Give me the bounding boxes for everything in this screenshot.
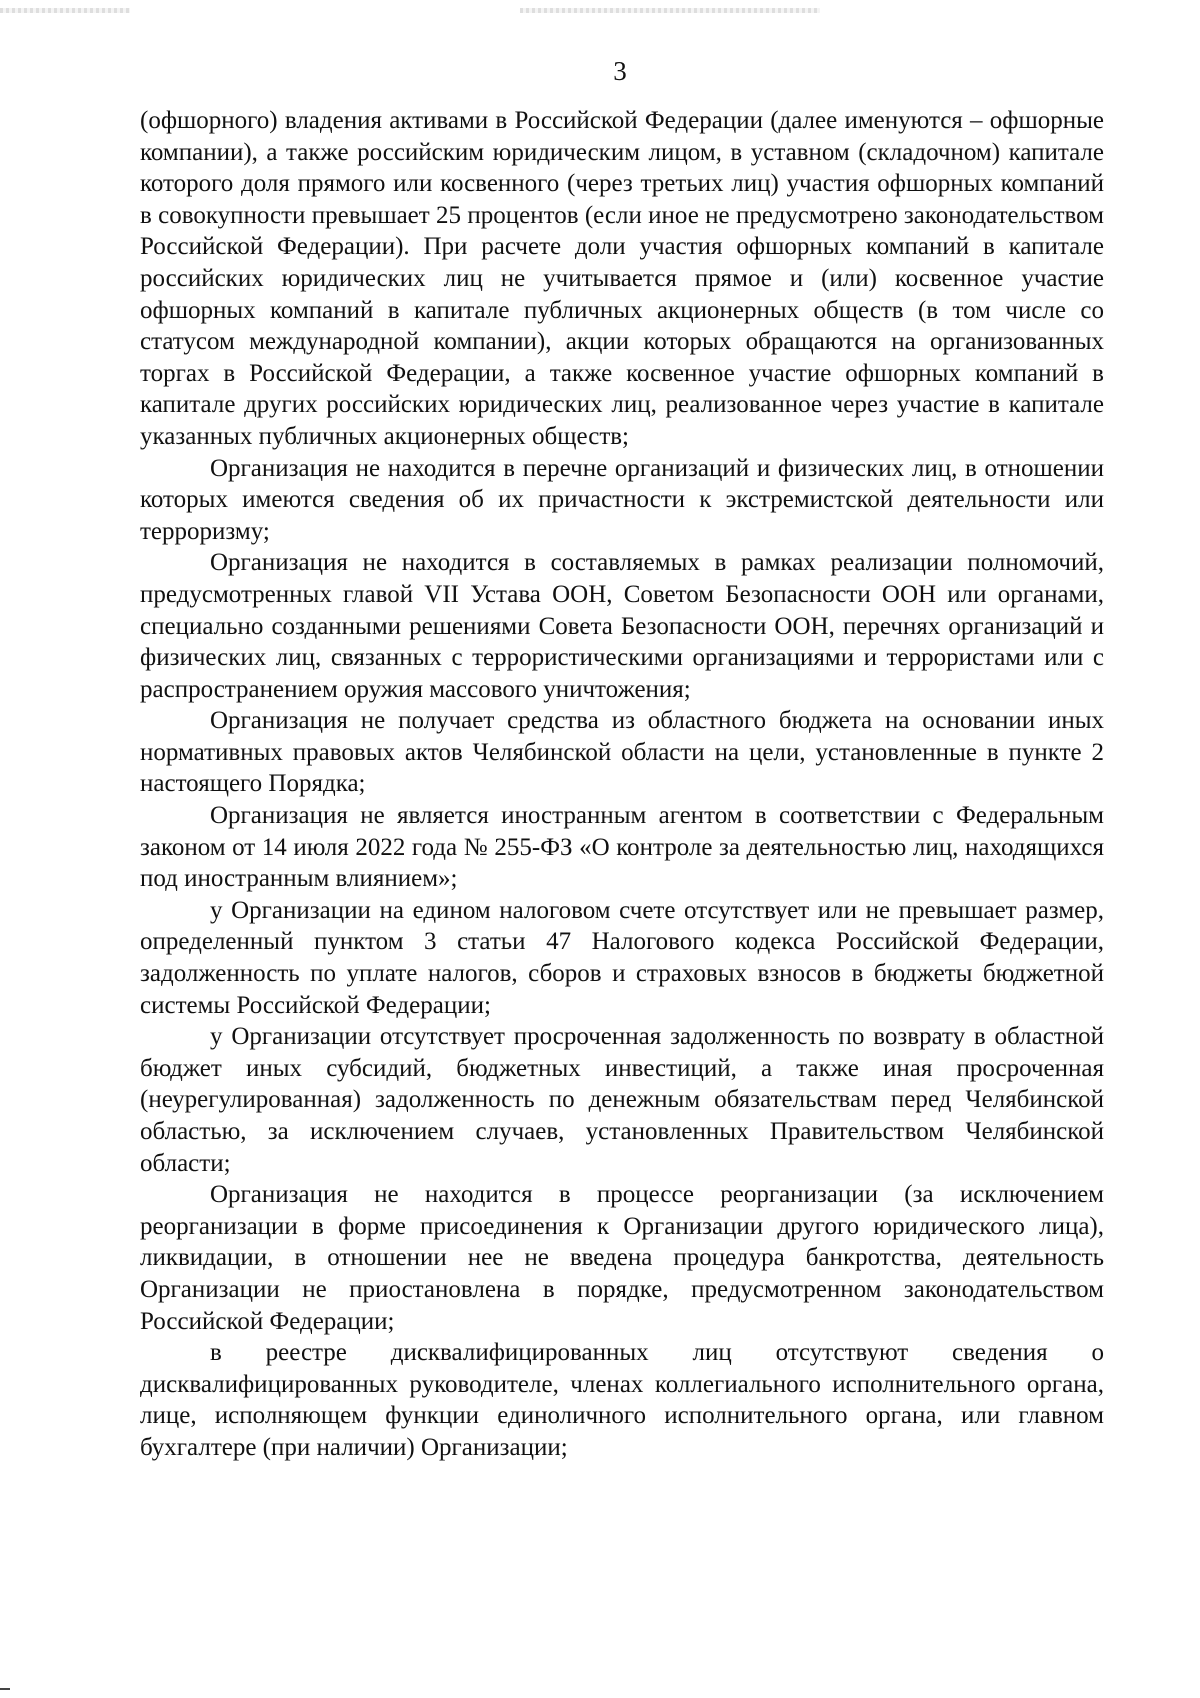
- paragraph-extremism-list: Организация не находится в перечне организаций и физических лиц, в отношении которых имеются сведения об их причастности к экстремистской деятельности или терроризму;: [140, 454, 1104, 545]
- document-body: [140, 105, 1104, 1464]
- paragraph-reorganization: Организация не находится в процессе реорганизации (за исключением реорганизации в форме присоединения к Организации другого юридического лица), ликвидации, в отношении нее не введена процедура банкротства, деятельность Организации не приостановлена в порядке, предусмотренном законодательством Российской Федерации;: [140, 1181, 1104, 1335]
- paragraph-offshore-companies: (офшорного) владения активами в Российской Федерации (далее именуются – офшорные компании), а также российским юридическим лицом, в уставном (складочном) капитале которого доля прямого или косвенного (через третьих лиц) участия офшорных компаний в совокупности превышает 25 процентов (если иное не предусмотрено законодательством Российской Федерации). При расчете доли участия офшорных компаний в капитале российских юридических лиц не учитывается прямое и (или) косвенное участие офшорных компаний в капитале публичных акционерных обществ (в том числе со статусом международной компании), акции которых обращаются на организованных торгах в Российской Федерации, а также косвенное участие офшорных компаний в капитале других российских юридических лиц, реализованное через участие в капитале указанных публичных акционерных обществ;: [140, 107, 1104, 450]
- paragraph-overdue-debt: у Организации отсутствует просроченная задолженность по возврату в областной бюджет иных субсидий, бюджетных инвестиций, а также иная просроченная (неурегулированная) задолженность по денежным обязательствам перед Челябинской областью, за исключением случаев, установленных Правительством Челябинской области;: [140, 1023, 1104, 1177]
- page-number: 3: [613, 56, 627, 86]
- margin-tick: [0, 1688, 10, 1690]
- paragraph-disqualified-persons: в реестре дисквалифицированных лиц отсутствуют сведения о дисквалифицированных руководителе, членах коллегиального исполнительного органа, лице, исполняющем функции единоличного исполнительного органа, или главном бухгалтере (при наличии) Организации;: [140, 1339, 1104, 1461]
- paragraph-un-security-council-lists: Организация не находится в составляемых в рамках реализации полномочий, предусмотренных главой VII Устава ООН, Советом Безопасности ООН или органами, специально созданными решениями Совета Безопасности ООН, перечнях организаций и физических лиц, связанных с террористическими организациями и террористами или с распространением оружия массового уничтожения;: [140, 549, 1104, 703]
- scan-artifact-center: [520, 8, 820, 13]
- paragraph-regional-budget-funds: Организация не получает средства из областного бюджета на основании иных нормативных правовых актов Челябинской области на цели, установленные в пункте 2 настоящего Порядка;: [140, 707, 1104, 798]
- paragraph-tax-debt: у Организации на едином налоговом счете отсутствует или не превышает размер, определенный пунктом 3 статьи 47 Налогового кодекса Российской Федерации, задолженность по уплате налогов, сборов и страховых взносов в бюджеты бюджетной системы Российской Федерации;: [140, 896, 1104, 1019]
- scan-artifact-left: [0, 8, 130, 13]
- paragraph-foreign-agent: Организация не является иностранным агентом в соответствии с Федеральным законом от 14 июля 2022 года № 255-ФЗ «О контроле за деятельностью лиц, находящихся под иностранным влиянием»;: [140, 802, 1104, 893]
